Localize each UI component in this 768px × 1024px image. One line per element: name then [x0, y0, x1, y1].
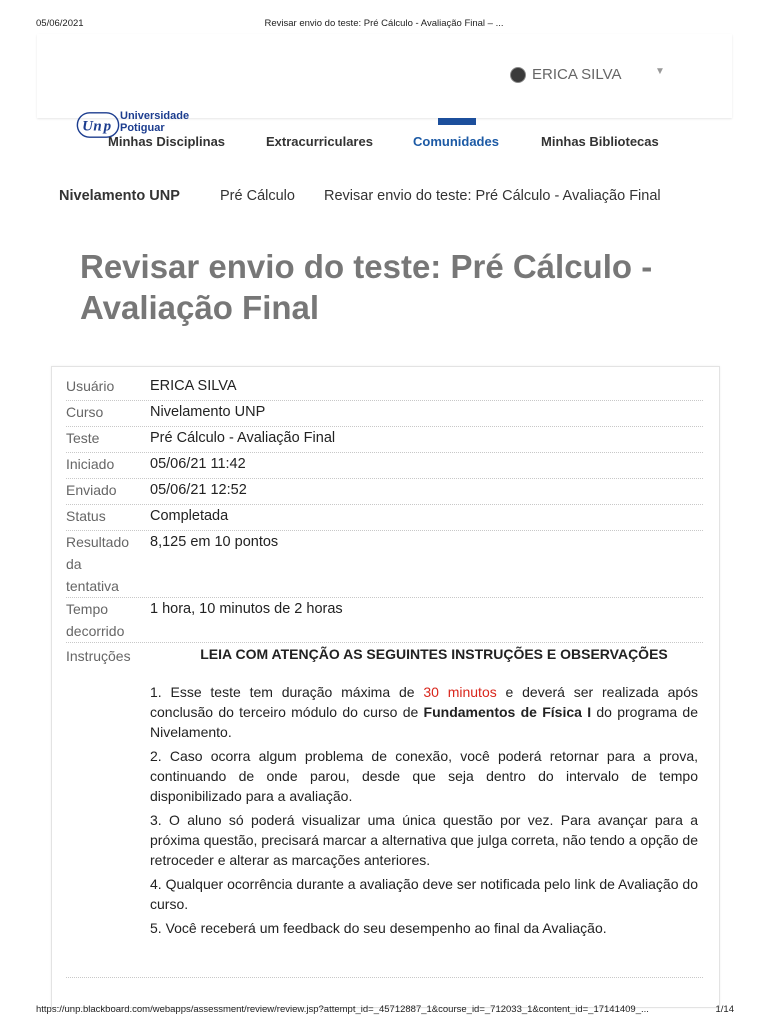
detail-row-enviado	[66, 479, 703, 505]
detail-label: Curso	[66, 404, 104, 420]
detail-row-resultado	[66, 531, 703, 598]
detail-label: Tempo decorrido	[66, 601, 125, 639]
instruction-text: 1. Esse teste tem duração máxima de	[150, 684, 424, 700]
svg-text:p: p	[103, 118, 112, 135]
nav-item-extracurriculares[interactable]: Extracurriculares	[266, 134, 373, 149]
detail-value: Pré Cálculo - Avaliação Final	[150, 430, 336, 446]
instruction-course-name: Fundamentos de Física I	[423, 704, 592, 720]
detail-label: Iniciado	[66, 456, 115, 472]
logo-line1: Universidade	[120, 110, 190, 122]
svg-text:U: U	[82, 118, 93, 135]
detail-value: 05/06/21 11:42	[150, 456, 246, 472]
print-header	[0, 0, 768, 34]
user-name: ERICA SILVA	[532, 66, 622, 83]
detail-value: 8,125 em 10 pontos	[150, 534, 279, 550]
detail-label: Usuário	[66, 378, 115, 394]
instruction-item-2: 2. Caso ocorra algum problema de conexão, você poderá retornar para a prova, continuando de onde parou, desde que seja dentro do intervalo de tempo disponibilizado para a avaliação.	[150, 748, 698, 804]
instruction-text: do programa de Nivelamento.	[150, 704, 698, 740]
instructions-heading: LEIA COM ATENÇÃO AS SEGUINTES INSTRUÇÕES E OBSERVAÇÕES	[200, 646, 668, 662]
logo-line2: Potiguar	[120, 122, 165, 134]
active-tab-indicator	[438, 118, 476, 125]
detail-row-usuario	[66, 375, 703, 401]
instruction-item-4: 4. Qualquer ocorrência durante a avaliação deve ser notificada pelo link de Avaliação do curso.	[150, 876, 698, 912]
instruction-item-5: 5. Você receberá um feedback do seu desempenho ao final da Avaliação.	[150, 920, 607, 936]
print-page-number: 1/14	[715, 1004, 734, 1015]
instructions-content	[150, 644, 698, 942]
nav-item-minhas-bibliotecas[interactable]: Minhas Bibliotecas	[541, 134, 659, 149]
print-title: Revisar envio do teste: Pré Cálculo - Avaliação Final – ...	[264, 18, 504, 29]
instruction-text: e deverá ser realizada após conclusão do terceiro módulo do curso de	[150, 684, 698, 720]
svg-text:n: n	[93, 118, 102, 135]
breadcrumb-item-current: Revisar envio do teste: Pré Cálculo - Avaliação Final	[324, 188, 661, 204]
attempt-details-card	[51, 366, 720, 1008]
print-date: 05/06/2021	[36, 18, 84, 29]
detail-label: Enviado	[66, 482, 117, 498]
detail-value: Nivelamento UNP	[150, 404, 266, 420]
detail-row-curso	[66, 401, 703, 427]
divider	[66, 977, 703, 978]
breadcrumb-item-course[interactable]: Nivelamento UNP	[59, 188, 180, 204]
instruction-item-1	[150, 682, 698, 742]
chevron-down-icon[interactable]: ▼	[655, 66, 665, 77]
detail-label: Teste	[66, 430, 100, 446]
detail-label: Resultado da tentativa	[66, 534, 130, 594]
avatar-icon	[510, 67, 526, 83]
instruction-duration: 30 minutos	[423, 684, 497, 700]
detail-row-iniciado	[66, 453, 703, 479]
breadcrumb-item-module[interactable]: Pré Cálculo	[220, 188, 295, 204]
detail-label: Instruções	[66, 648, 131, 664]
nav-item-minhas-disciplinas[interactable]: Minhas Disciplinas	[108, 134, 226, 149]
detail-row-tempo	[66, 598, 703, 643]
user-menu[interactable]	[510, 66, 621, 83]
detail-label: Status	[66, 508, 106, 524]
detail-value: 05/06/21 12:52	[150, 482, 247, 498]
page-title: Revisar envio do teste: Pré Cálculo - Avaliação Final	[80, 248, 653, 326]
print-footer	[0, 998, 768, 1024]
print-url: https://unp.blackboard.com/webapps/assessment/review/review.jsp?attempt_id=_45712887_1&course_id=_712033_1&content_id=_17141409_...	[36, 1004, 649, 1015]
nav-item-comunidades[interactable]: Comunidades	[413, 134, 499, 149]
detail-row-teste	[66, 427, 703, 453]
detail-value: 1 hora, 10 minutos de 2 horas	[150, 601, 343, 617]
logo-text	[120, 110, 189, 134]
detail-value: Completada	[150, 508, 229, 524]
instruction-item-3: 3. O aluno só poderá visualizar uma única questão por vez. Para avançar para a próxima questão, precisará marcar a alternativa que julga correta, não tendo a opção de retroceder e alterar as marcações anteriores.	[150, 812, 698, 868]
detail-row-status	[66, 505, 703, 531]
top-bar	[37, 34, 732, 118]
detail-value: ERICA SILVA	[150, 378, 237, 394]
